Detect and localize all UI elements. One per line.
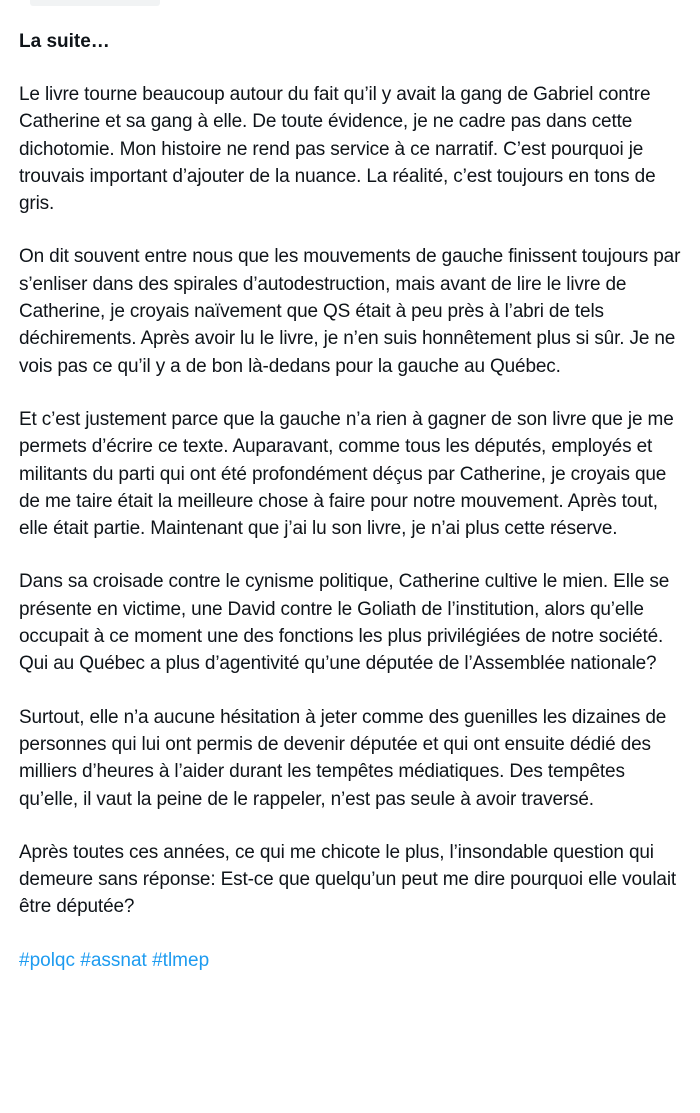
post-paragraph-2: On dit souvent entre nous que les mouvements de gauche finissent toujours par s’enliser dans des spirales d’autodestruction, mais avant de lire le livre de Catherine, je croyais naïvement que QS était à peu près à l’abri de tels déchirements. Après avoir lu le livre, je n’en suis honnêtement plus si sûr. Je ne vois pas ce qu’il y a de bon là-dedans pour la gauche au Québec.: [19, 246, 681, 377]
post-paragraph-6: Après toutes ces années, ce qui me chicote le plus, l’insondable question qui demeure sans réponse: Est-ce que quelqu’un peut me dire pourquoi elle voulait être députée?: [19, 841, 677, 918]
previous-content-edge: [30, 0, 160, 6]
hashtag-polqc[interactable]: #polqc: [19, 949, 75, 971]
post-paragraph-1: Le livre tourne beaucoup autour du fait qu’il y avait la gang de Gabriel contre Catherine et sa gang à elle. De toute évidence, je ne cadre pas dans cette dichotomie. Mon histoire ne rend pas service à ce narratif. C’est pourquoi je trouvais important d’ajouter de la nuance. La réalité, c’est toujours en tons de gris.: [19, 84, 656, 215]
post-paragraph-4: Dans sa croisade contre le cynisme politique, Catherine cultive le mien. Elle se présente en victime, une David contre le Goliath de l’institution, alors qu’elle occupait à ce moment une des fonctions les plus privilégiées de notre société. Qui au Québec a plus d’agentivité qu’une députée de l’Assemblée nationale?: [19, 571, 670, 675]
post-heading: La suite…: [19, 31, 110, 52]
post-paragraph-5: Surtout, elle n’a aucune hésitation à jeter comme des guenilles les dizaines de personnes qui lui ont permis de devenir députée et qui ont ensuite dédié des milliers d’heures à l’aider durant les tempêtes médiatiques. Des tempêtes qu’elle, il vaut la peine de le rappeler, n’est pas seule à avoir traversé.: [19, 706, 667, 810]
hashtag-list: [19, 947, 687, 974]
post-paragraph-3: Et c’est justement parce que la gauche n’a rien à gagner de son livre que je me permets d’écrire ce texte. Auparavant, comme tous les députés, employés et militants du parti qui ont été profondément déçus par Catherine, je croyais que de me taire était la meilleure chose à faire pour notre mouvement. Après tout, elle était partie. Maintenant que j’ai lu son livre, je n’ai plus cette réserve.: [19, 408, 674, 540]
hashtag-assnat[interactable]: #assnat: [80, 949, 147, 971]
hashtag-tlmep[interactable]: #tlmep: [152, 949, 210, 971]
post-body: [19, 28, 687, 974]
